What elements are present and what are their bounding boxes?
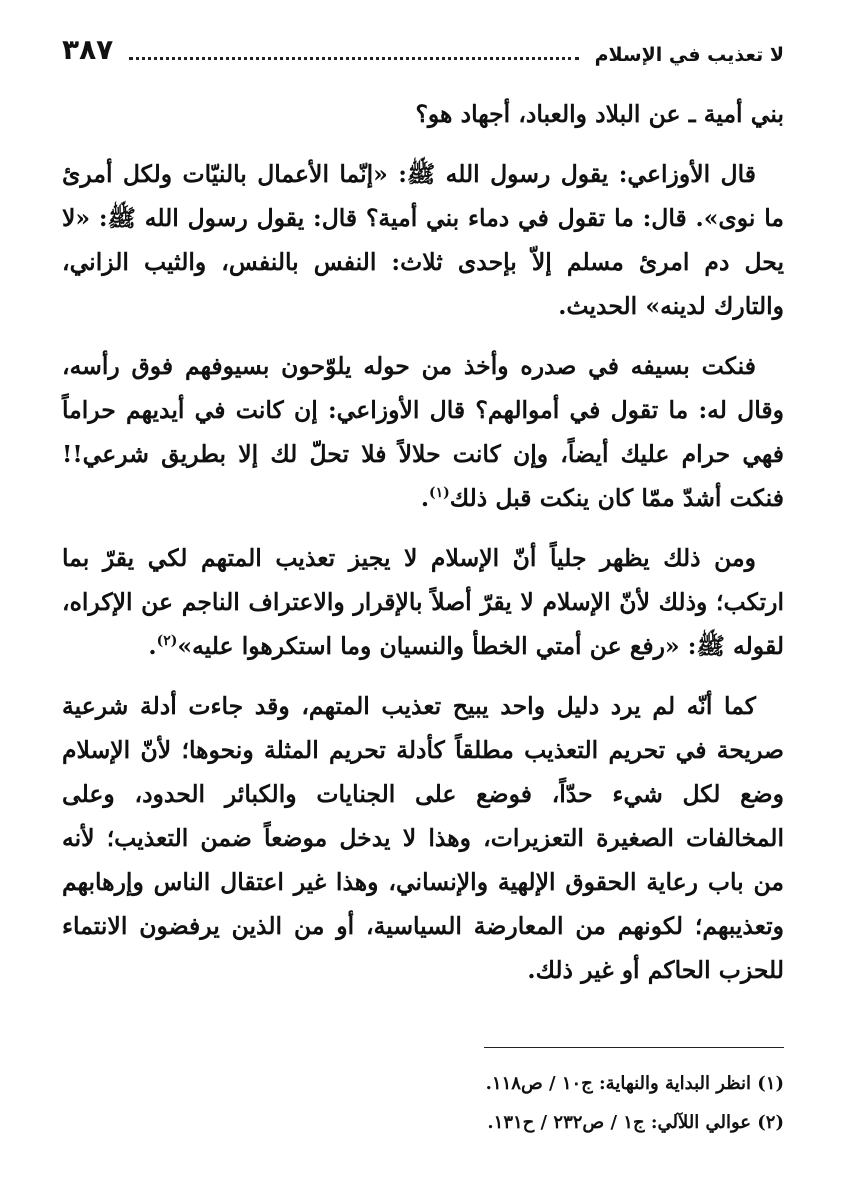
paragraph-text: فنكت بسيفه في صدره وأخذ من حوله يلوّحون بسيوفهم فوق رأسه، وقال له: ما تقول في أموالهم؟ قال الأوزاعي: إن كانت في أيديهم حراماً فهي حرام عليك أيضاً، وإن كانت حلالاً فلا تحلّ لك إلا بطريق شرعي!! فنكت أشدّ ممّا كان ينكت قبل ذلك	[62, 352, 784, 512]
paragraph-text: بني أمية ـ عن البلاد والعباد، أجهاد هو؟	[415, 100, 784, 128]
running-header	[62, 32, 784, 66]
paragraph-text: قال الأوزاعي: يقول رسول الله ﷺ: «إنّما الأعمال بالنيّات ولكل أمرئ ما نوى». قال: ما تقول في دماء بني أمية؟ قال: يقول رسول الله ﷺ: «لا يحل دم امرئ مسلم إلاّ بإحدى ثلاث: النفس بالنفس، والثيب الزاني، والتارك لدينه» الحديث.	[62, 160, 784, 320]
paragraph	[62, 344, 784, 520]
footnote: (١) انظر البداية والنهاية: ج١٠ / ص١١٨.	[485, 1073, 784, 1094]
footnote-divider	[484, 1047, 784, 1048]
running-header-title: لا تعذيب في الإسلام	[594, 44, 784, 66]
footnotes	[62, 1064, 784, 1142]
header-dot-leader	[129, 56, 578, 60]
paragraph	[62, 92, 784, 136]
paragraph	[62, 536, 784, 668]
body-text	[62, 92, 784, 1008]
sentence-end: .	[148, 632, 157, 660]
footnote-reference[interactable]: (١)	[429, 485, 450, 502]
paragraph-text: ومن ذلك يظهر جلياً أنّ الإسلام لا يجيز تعذيب المتهم لكي يقرّ بما ارتكب؛ وذلك لأنّ الإسلام لا يقرّ أصلاً بالإقرار والاعتراف الناجم عن الإكراه، لقوله ﷺ: «رفع عن أمتي الخطأ والنسيان وما استكرهوا عليه»	[62, 544, 784, 660]
sentence-end: .	[420, 484, 430, 512]
page-number: ٣٨٧	[62, 33, 114, 66]
footnote: (٢) عوالي اللآلي: ج١ / ص٢٣٢ / ح١٣١.	[487, 1112, 784, 1133]
footnote-reference[interactable]: (٢)	[156, 633, 178, 650]
paragraph-text: كما أنّه لم يرد دليل واحد يبيح تعذيب المتهم، وقد جاءت أدلة شرعية صريحة في تحريم التعذيب مطلقاً كأدلة تحريم المثلة ونحوها؛ لأنّ الإسلام وضع لكل شيء حدّاً، فوضع على الجنايات والكبائر الحدود، وعلى المخالفات الصغيرة التعزيرات، وهذا لا يدخل موضعاً ضمن التعذيب؛ لأنه من باب رعاية الحقوق الإلهية والإنساني، وهذا غير اعتقال الناس وإرهابهم وتعذيبهم؛ لكونهم من المعارضة السياسية، أو من الذين يرفضون الانتماء للحزب الحاكم أو غير ذلك.	[62, 692, 784, 984]
paragraph	[62, 684, 784, 992]
paragraph	[62, 152, 784, 328]
